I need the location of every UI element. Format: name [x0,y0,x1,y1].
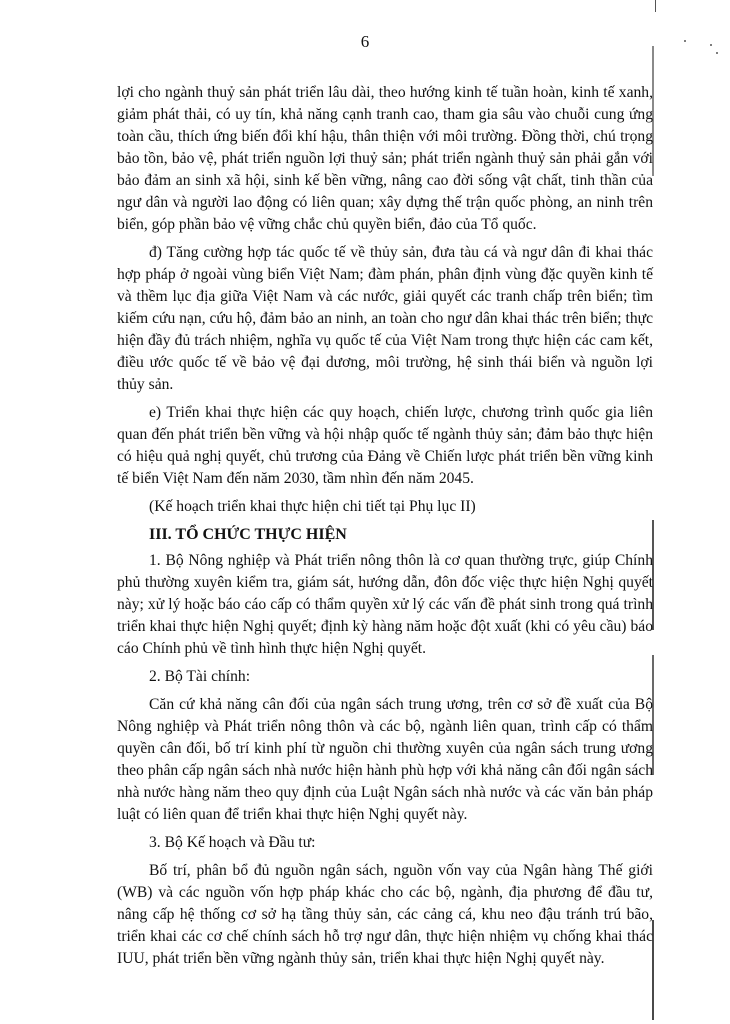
paragraph-ministry-finance-title: 2. Bộ Tài chính: [149,668,251,685]
paragraph-continuation: lợi cho ngành thuỷ sản phát triển lâu dài, theo hướng kinh tế tuần hoàn, kinh tế xanh, giảm phát thải, có uy tín, khả năng cạnh tranh cao, tham gia sâu vào chuỗi cung ứng toàn cầu, thích ứng biến đổi khí hậu, thân thiện với môi trường. Đồng thời, chú trọng bảo tồn, bảo vệ, phát triển nguồn lợi thuỷ sản; phát triển ngành thuỷ sản phải gắn với bảo đảm an sinh xã hội, sinh kế bền vững, nâng cao đời sống vật chất, tinh thần của ngư dân và người lao động có liên quan; xây dựng thế trận quốc phòng, an ninh trên biển, góp phần bảo vệ vững chắc chủ quyền biển, đảo của Tổ quốc. [117,84,653,233]
document-body [117,82,653,976]
paragraph-ministry-agriculture: 1. Bộ Nông nghiệp và Phát triển nông thôn là cơ quan thường trực, giúp Chính phủ thường xuyên kiểm tra, giám sát, hướng dẫn, đôn đốc việc thực hiện Nghị quyết này; xử lý hoặc báo cáo cấp có thẩm quyền xử lý các vấn đề phát sinh trong quá trình triển khai thực hiện Nghị quyết; định kỳ hàng năm hoặc đột xuất (khi có yêu cầu) báo cáo Chính phủ về tình hình thực hiện Nghị quyết. [117,552,653,657]
scan-speck [716,52,718,54]
section-heading: III. TỔ CHỨC THỰC HIỆN [149,526,347,543]
page-number: 6 [360,32,370,51]
paragraph-ministry-planning-title: 3. Bộ Kế hoạch và Đầu tư: [149,834,316,851]
paragraph-appendix-note: (Kế hoạch triển khai thực hiện chi tiết tại Phụ lục II) [149,498,476,515]
paragraph-ministry-planning-body: Bố trí, phân bổ đủ nguồn ngân sách, nguồn vốn vay của Ngân hàng Thế giới (WB) và các nguồn vốn hợp pháp khác cho các bộ, ngành, địa phương để đầu tư, nâng cấp hệ thống cơ sở hạ tầng thủy sản, các cảng cá, khu neo đậu tránh trú bão, triển khai các cơ chế chính sách hỗ trợ ngư dân, thực hiện nhiệm vụ chống khai thác IUU, phát triển bền vững ngành thủy sản, triển khai thực hiện Nghị quyết này. [117,862,653,967]
paragraph-ministry-finance-body: Căn cứ khả năng cân đối của ngân sách trung ương, trên cơ sở đề xuất của Bộ Nông nghiệp và Phát triển nông thôn và các bộ, ngành liên quan, trình cấp có thẩm quyền cân đối, bố trí kinh phí từ nguồn chi thường xuyên của ngân sách trung ương theo phân cấp ngân sách nhà nước hiện hành phù hợp với khả năng cân đối ngân sách nhà nước hàng năm theo quy định của Luật Ngân sách nhà nước và các văn bản pháp luật có liên quan để triển khai thực hiện Nghị quyết này. [117,696,653,823]
paragraph-item-dd: đ) Tăng cường hợp tác quốc tế về thủy sản, đưa tàu cá và ngư dân đi khai thác hợp pháp ở ngoài vùng biển Việt Nam; đàm phán, phân định vùng đặc quyền kinh tế và thềm lục địa giữa Việt Nam và các nước, giải quyết các tranh chấp trên biển; tìm kiếm cứu nạn, cứu hộ, đảm bảo an ninh, an toàn cho ngư dân khai thác trên biển; thực hiện đầy đủ trách nhiệm, nghĩa vụ quốc tế của Việt Nam trong thực hiện các cam kết, điều ước quốc tế về bảo vệ đại dương, môi trường, hệ sinh thái biển và nguồn lợi thủy sản. [117,244,653,393]
scan-mark [655,0,656,12]
paragraph-item-e: e) Triển khai thực hiện các quy hoạch, chiến lược, chương trình quốc gia liên quan đến phát triển bền vững và hội nhập quốc tế ngành thủy sản; đảm bảo thực hiện có hiệu quả nghị quyết, chủ trương của Đảng về Chiến lược phát triển bền vững kinh tế biển Việt Nam đến năm 2030, tầm nhìn đến năm 2045. [117,404,653,487]
